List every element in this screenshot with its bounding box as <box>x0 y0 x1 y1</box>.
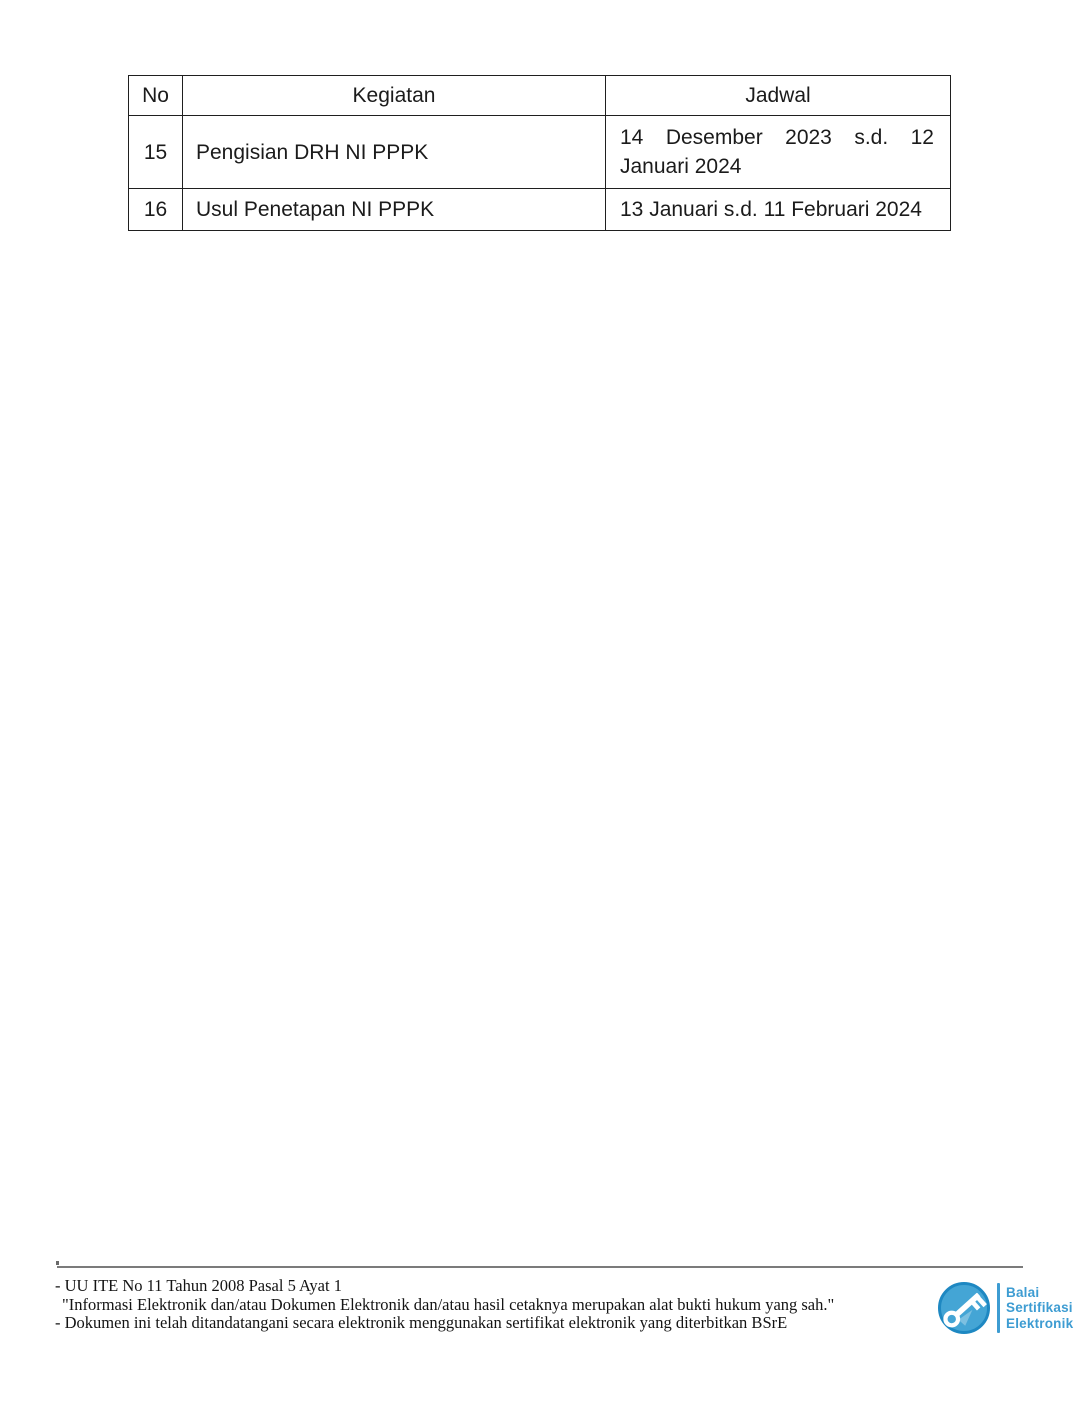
footnote-line-3: - Dokumen ini telah ditandatangani secara elektronik menggunakan sertifikat elektronik yang diterbitkan BSrE <box>55 1313 788 1333</box>
table-row <box>129 116 951 189</box>
table-row <box>129 189 951 231</box>
footnote <box>55 1277 935 1333</box>
key-icon <box>936 1280 992 1336</box>
header-jadwal: Jadwal <box>606 76 951 116</box>
header-row <box>129 76 951 116</box>
logo-divider <box>997 1283 1000 1333</box>
footnote-line-1: - UU ITE No 11 Tahun 2008 Pasal 5 Ayat 1 <box>55 1276 342 1295</box>
footnote-line-2: "Informasi Elektronik dan/atau Dokumen Elektronik dan/atau hasil cetaknya merupakan alat bukti hukum yang sah." <box>62 1294 835 1314</box>
logo-word-3: Elektronik <box>1006 1315 1074 1331</box>
cell-jadwal: 14 Desember 2023 s.d. 12 Januari 2024 <box>606 116 951 189</box>
header-kegiatan: Kegiatan <box>183 76 606 116</box>
bsre-logo <box>936 1280 1073 1336</box>
logo-word-2: Sertifikasi <box>1006 1300 1073 1316</box>
footnote-separator <box>57 1266 1023 1268</box>
table-header <box>129 76 951 116</box>
schedule-table <box>128 75 951 231</box>
table-body <box>129 116 951 231</box>
cell-no: 16 <box>129 189 183 231</box>
cell-no: 15 <box>129 116 183 189</box>
cell-kegiatan: Pengisian DRH NI PPPK <box>183 116 606 189</box>
cell-jadwal: 13 Januari s.d. 11 Februari 2024 <box>606 189 951 231</box>
cell-kegiatan: Usul Penetapan NI PPPK <box>183 189 606 231</box>
footnote-tick <box>56 1261 59 1265</box>
header-no: No <box>129 76 183 116</box>
logo-word-1: Balai <box>1006 1284 1040 1300</box>
logo-wordmark <box>1006 1285 1073 1332</box>
